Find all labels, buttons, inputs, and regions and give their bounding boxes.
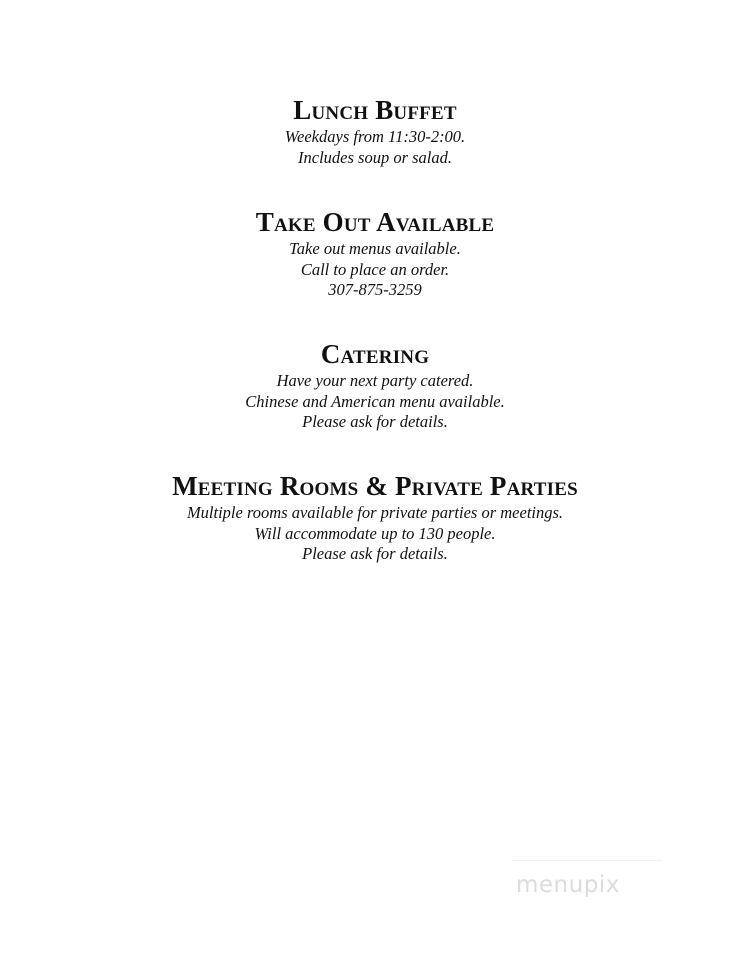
section-lunch-buffet [0,95,750,168]
watermark-text: menupix [516,872,620,898]
watermark-divider [512,860,662,861]
section-line: Chinese and American menu available. [245,391,505,411]
section-line: Will accommodate up to 130 people. [254,523,496,543]
section-line: Please ask for details. [302,544,448,563]
section-take-out [0,207,750,301]
section-line: Please ask for details. [302,412,448,431]
section-meeting-rooms [0,471,750,565]
section-heading: Catering [320,339,430,369]
section-line: Call to place an order. [300,259,450,279]
menupix-watermark [512,860,662,906]
section-line: Have your next party catered. [276,371,474,390]
section-heading: Take Out Available [255,207,495,237]
section-line: Weekdays from 11:30-2:00. [284,127,466,146]
section-catering [0,339,750,433]
phone-number: 307-875-3259 [328,280,422,299]
section-heading: Lunch Buffet [293,95,457,125]
section-line: Includes soup or salad. [298,147,452,167]
section-line: Multiple rooms available for private parties or meetings. [186,503,564,522]
section-line: Take out menus available. [289,239,461,258]
section-heading: Meeting Rooms & Private Parties [172,471,578,501]
